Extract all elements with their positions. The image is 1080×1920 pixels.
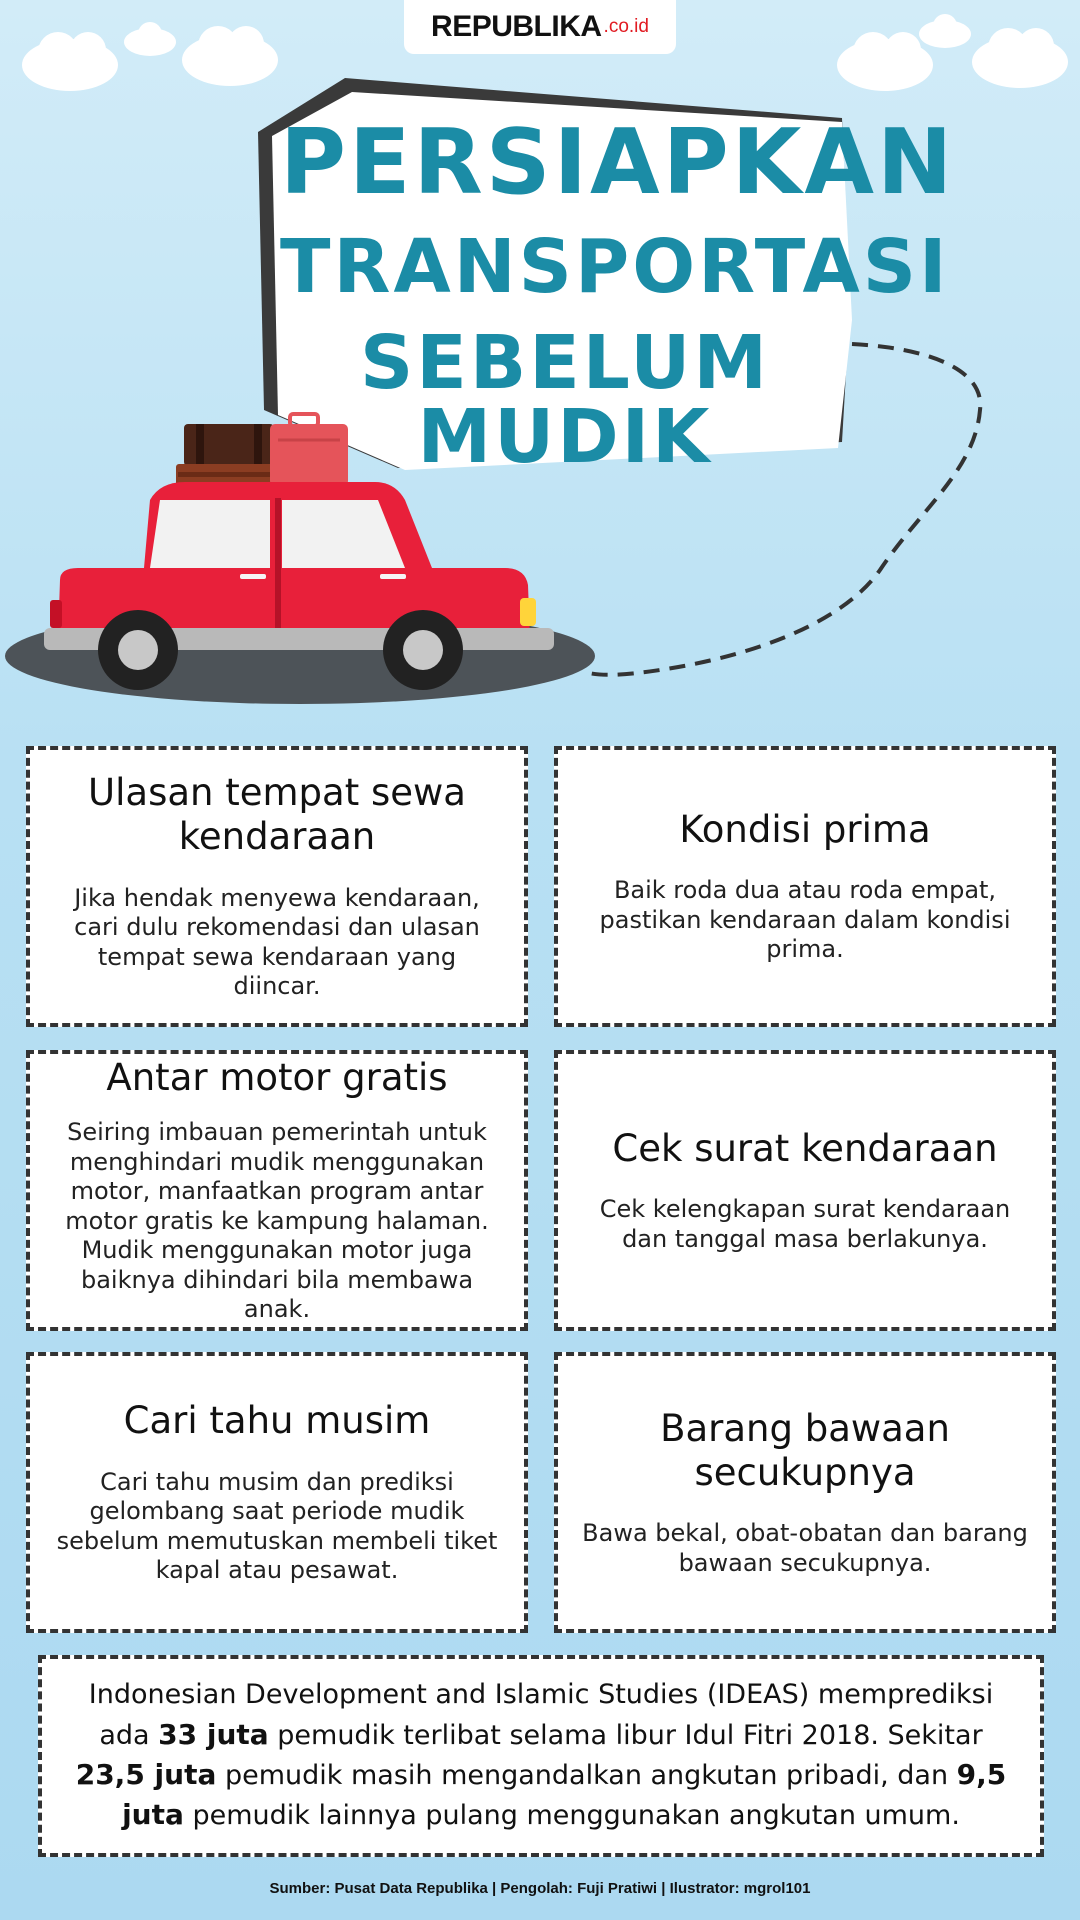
tip-heading: Ulasan tempat sewa kendaraan <box>88 771 466 859</box>
title-line-1: PERSIAPKAN <box>280 110 956 215</box>
page-title <box>280 110 956 480</box>
tip-text: Seiring imbauan pemerintah untuk menghindari mudik menggunakan motor, manfaatkan program antar motor gratis ke kampung halaman. Mudik menggunakan motor juga baiknya dihindari bila membawa anak. <box>65 1118 489 1324</box>
tip-heading: Cek surat kendaraan <box>612 1126 998 1170</box>
summary-part-1: Indonesian Development and Islamic Studies (IDEAS) memprediksi ada <box>88 1679 994 1751</box>
summary-part-2: pemudik terlibat selama libur Idul Fitri 2018. Sekitar <box>277 1719 983 1751</box>
cloud-left-mid <box>182 26 278 86</box>
cloud-right-far <box>972 28 1068 88</box>
source-credit: Sumber: Pusat Data Republika | Pengolah: Fuji Pratiwi | Ilustrator: mgrol101 <box>269 1880 811 1897</box>
cloud-right-small <box>919 14 971 48</box>
cloud-left-small <box>124 22 176 56</box>
cloud-right <box>837 32 933 91</box>
title-line-2: TRANSPORTASI <box>280 224 950 310</box>
tip-text: Bawa bekal, obat-obatan dan barang bawaan secukupnya. <box>582 1519 1028 1577</box>
tip-text: Jika hendak menyewa kendaraan, cari dulu rekomendasi dan ulasan tempat sewa kendaraan yang diincar. <box>74 883 480 1001</box>
tip-heading: Cari tahu musim <box>123 1399 431 1443</box>
tip-text: Baik roda dua atau roda empat, pastikan kendaraan dalam kondisi prima. <box>599 876 1011 964</box>
tip-heading: Kondisi prima <box>679 808 931 852</box>
tip-text: Cek kelengkapan surat kendaraan dan tanggal masa berlakunya. <box>599 1195 1011 1253</box>
tip-text: Cari tahu musim dan prediksi gelombang saat periode mudik sebelum memutuskan membeli tiket kapal atau pesawat. <box>56 1467 498 1585</box>
tip-card-kondisi <box>554 746 1056 1027</box>
summary-number-3: 9,5 juta <box>122 1758 1007 1832</box>
tip-card-musim <box>26 1352 528 1633</box>
tip-heading: Barang bawaan secukupnya <box>660 1406 950 1494</box>
title-line-3: SEBELUM MUDIK <box>359 320 771 480</box>
summary-number-2: 23,5 juta <box>75 1758 217 1791</box>
tip-heading: Antar motor gratis <box>106 1056 448 1099</box>
cloud-left <box>22 32 118 91</box>
summary-part-3: pemudik masih mengandalkan angkutan pribadi, dan <box>224 1760 949 1791</box>
summary-text <box>70 1676 1012 1835</box>
tip-card-ulasan <box>26 746 528 1027</box>
tip-card-barang <box>554 1352 1056 1633</box>
summary-box <box>38 1655 1044 1857</box>
logo-domain: .co.id <box>603 16 649 37</box>
tip-card-surat <box>554 1050 1056 1331</box>
republika-logo[interactable] <box>404 0 676 54</box>
tip-card-antar-motor <box>26 1050 528 1331</box>
logo-brand: REPUBLIKA <box>431 10 602 43</box>
summary-part-4: pemudik lainnya pulang menggunakan angkutan umum. <box>192 1800 960 1832</box>
summary-number-1: 33 juta <box>158 1717 269 1751</box>
